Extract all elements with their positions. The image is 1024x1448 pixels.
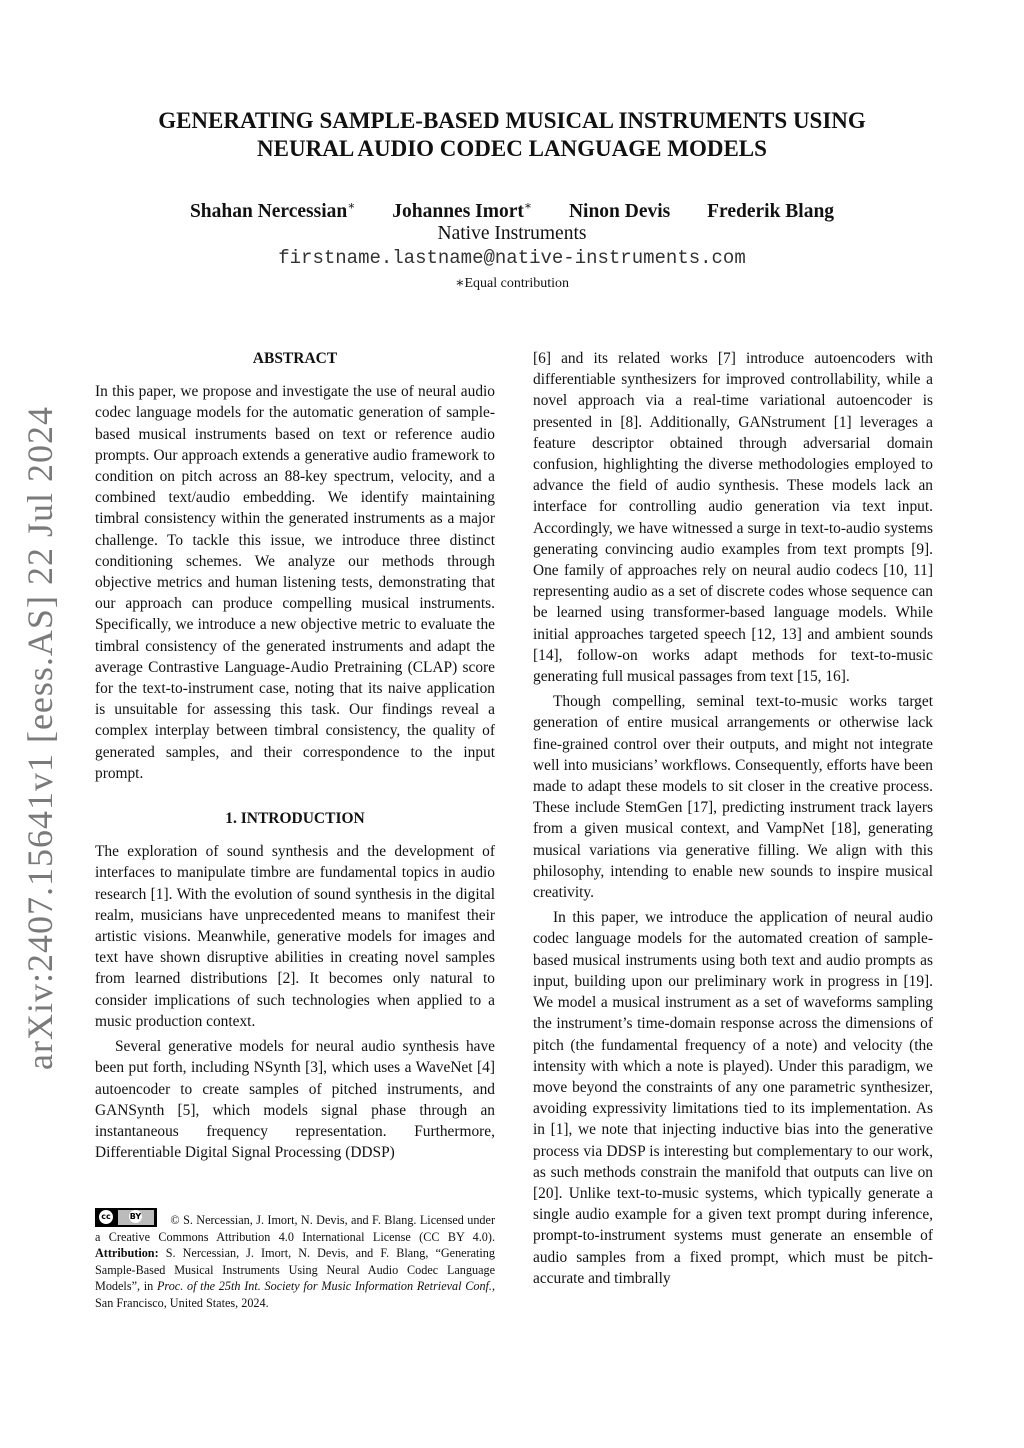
abstract-text: In this paper, we propose and investigate the use of neural audio codec language models for the automatic generation of sample-based musical instruments based on text or reference audio prompts. Our approach extends a generative audio framework to condition on pitch across an 88-key spectrum, velocity, and a combined text/audio embedding. We identify maintaining timbral consistency within the generated instruments as a major challenge. To tackle this issue, we introduce three distinct conditioning schemes. We analyze our methods through objective metrics and human listening tests, demonstrating that our approach can produce compelling musical instruments. Specifically, we introduce a new objective metric to evaluate the timbral consistency of the generated instruments and adapt the average Contrastive Language-Audio Pretraining (CLAP) score for the text-to-instrument case, noting that its naive application is unsuitable for assessing this task. Our findings reveal a complex interplay between timbral consistency, the quality of generated samples, and their correspondence to the input prompt. bbox=[95, 383, 495, 782]
title-line-2: NEURAL AUDIO CODEC LANGUAGE MODELS bbox=[257, 136, 767, 161]
author-list bbox=[80, 198, 944, 223]
location-text: San Francisco, United States, 2024. bbox=[95, 1295, 269, 1310]
venue-text: Proc. of the 25th Int. Society for Music Information Retrieval Conf., bbox=[156, 1279, 496, 1294]
cc-by-badge-icon bbox=[95, 1208, 157, 1227]
author-1: Shahan Nercessian∗ bbox=[189, 198, 356, 222]
paper-title bbox=[80, 107, 944, 163]
arxiv-side-label: arXiv:2407.15641v1 [eess.AS] 22 Jul 2024 bbox=[20, 406, 60, 1070]
right-paragraph-1: [6] and its related works [7] introduce autoencoders with differentiable synthesizers for improved controllability, while a novel approach via a real-time variational autoencoder is presented in [8]. Additionally, GANstrument [1] leverages a feature descriptor obtained through adversarial domain confusion, highlighting the diverse methodologies employed to advance the field of audio synthesis. These models lack an interface for controlling audio generation via text input. Accordingly, we have witnessed a surge in text-to-audio systems generating convincing audio examples from text prompts [9]. One family of approaches rely on neural audio codecs [10, 11] representing audio as a set of discrete codes whose sequence can be learned using transformer-based language models. While initial approaches targeted speech [12, 13] and ambient sounds [14], follow-on works adapt methods for text-to-music generating full musical passages from text [15, 16]. bbox=[533, 350, 933, 686]
attribution-label: Attribution: bbox=[95, 1246, 159, 1261]
author-3: Ninon Devis bbox=[568, 200, 671, 222]
intro-paragraph-2: Several generative models for neural audio synthesis have been put forth, including NSynth [3], which uses a WaveNet [4] autoencoder to create samples of pitched instruments, and GANSynth [5], which models signal phase through an instantaneous frequency representation. Furthermore, Differentiable Digital Signal Processing (DDSP) bbox=[95, 1038, 495, 1162]
right-paragraph-3: In this paper, we introduce the application of neural audio codec language models for the automated creation of sample-based musical instruments using both text and audio prompts as input, building upon our preliminary work in progress in [19]. We model a musical instrument as a set of waveforms sampling the instrument’s time-domain response across the dimensions of pitch (the fundamental frequency of a note) and velocity (the intensity with which a note is played). Under this paradigm, we move beyond the constraints of any one parametric synthesizer, avoiding expressivity limitations tied to its implementation. As in [1], we note that injecting inductive bias into the generative process via DDSP is interesting but complementary to our work, as such methods constrain the manifold that outputs can live on [20]. Unlike text-to-music systems, which typically generate a single audio example for a given text prompt during inference, prompt-to-instrument systems must generate an ensemble of audio samples from a fixed prompt, which must be pitch-accurate and timbrally bbox=[533, 909, 933, 1287]
right-paragraph-2: Though compelling, seminal text-to-music works target generation of entire musical arrangements or otherwise lack fine-grained control over their outputs, and might not integrate well into musicians’ workflows. Consequently, efforts have been made to adapt these models to sit closer in the creative process. These include StemGen [17], predicting instrument track layers from a given musical context, and VampNet [18], generating musical variations via generative filling. We align with this philosophy, intending to enable new sounds to inspire musical creativity. bbox=[533, 693, 933, 902]
attribution-text: S. Nercessian, J. Imort, N. Devis, and F. Blang, “Generating Sample-Based Musical Instruments Using Neural Audio Codec Language Models”, in bbox=[95, 1246, 495, 1294]
author-2: Johannes Imort∗ bbox=[392, 198, 533, 222]
introduction-heading: 1. INTRODUCTION bbox=[225, 810, 365, 828]
equal-contribution-note: ∗Equal contribution bbox=[454, 276, 570, 291]
title-line-1: GENERATING SAMPLE-BASED MUSICAL INSTRUMENTS USING bbox=[158, 108, 866, 133]
affiliation: Native Instruments bbox=[437, 223, 587, 244]
license-footnote bbox=[95, 1208, 495, 1312]
license-text: © S. Nercessian, J. Imort, N. Devis, and F. Blang. Licensed under a Creative Commons Attribution 4.0 International License (CC BY 4.0). bbox=[95, 1213, 495, 1244]
cc-icon: cc bbox=[99, 1210, 113, 1224]
author-4: Frederik Blang bbox=[707, 200, 835, 222]
intro-paragraph-1: The exploration of sound synthesis and the development of interfaces to manipulate timbre are fundamental topics in audio research [1]. With the evolution of sound synthesis in the digital realm, musicians have unprecedented means to manifest their artistic visions. Meanwhile, generative models for images and text have shown disruptive abilities in creating novel samples from learned distributions [2]. It becomes only natural to consider implications of such technologies when applied to a music production context. bbox=[95, 843, 495, 1030]
abstract-heading: ABSTRACT bbox=[252, 350, 338, 367]
by-icon: BY bbox=[129, 1212, 142, 1221]
author-email: firstname.lastname@native-instruments.com bbox=[278, 247, 746, 269]
right-column bbox=[533, 348, 933, 1289]
left-column bbox=[95, 348, 495, 1163]
